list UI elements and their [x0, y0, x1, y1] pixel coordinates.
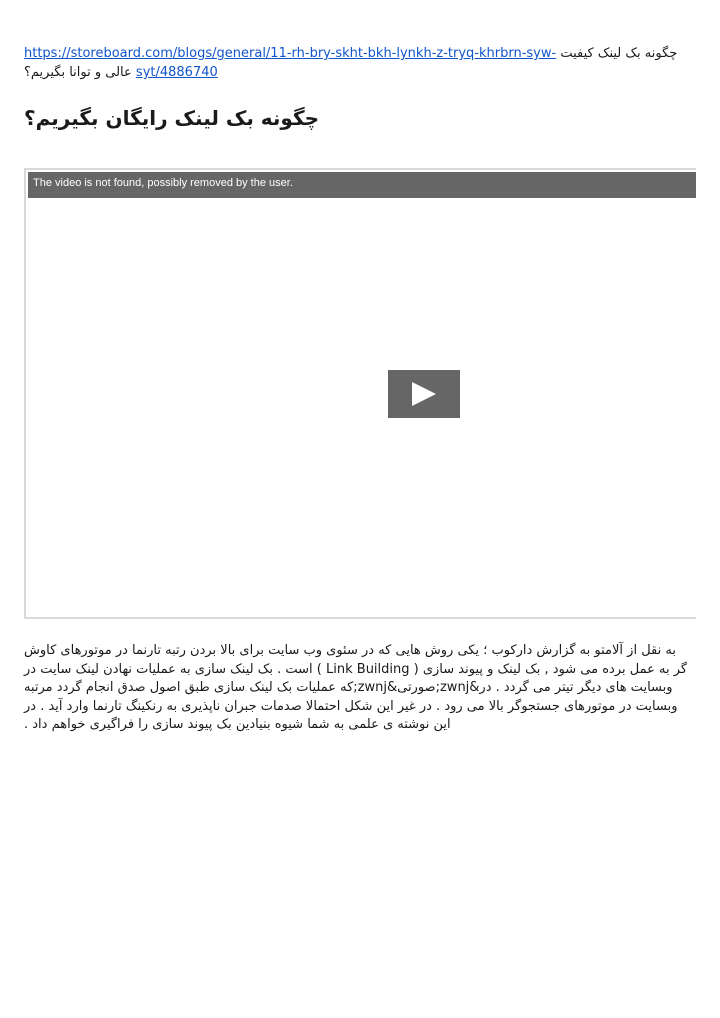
video-error-bar	[28, 172, 696, 198]
page-title: چگونه بک لینک رایگان بگیریم؟	[24, 106, 320, 130]
article-paragraph: به نقل از آلامتو به گزارش دارکوب ؛ یکی روش هایی که در سئوی وب سایت برای بالا بردن رتبه تارنما در موتورهای کاوش گر به عمل برده می شود , بک لینک و پیوند سازی ( Link Building ) است . بک لینک سازی به عملیات نهادن لینک سایت در وبسایت های دیگر تیتر می گردد . در&zwnj;صورتی&zwnj;که عملیات بک لینک سازی طبق اصول صدق انجام گردد مرتبه وبسایت در موتورهای جستجوگر بالا می رود . در غیر این شکل احتمالا صدمات جبران ناپذیری به رنکینگ تارنما وارد آید . در این نوشته ی علمی به شما شیوه بنیادین بک پیوند سازی را فراگیری خواهم داد .	[24, 643, 688, 732]
video-error-message: The video is not found, possibly removed by the user.	[33, 177, 293, 189]
video-player[interactable]	[24, 168, 696, 619]
source-link[interactable]: https://storeboard.com/blogs/general/11-rh-bry-skht-bkh-lynkh-z-tryq-khrbrn-syw-syt/4886740	[24, 46, 557, 80]
intro-prefix: چگونه بک لینک کیفیت	[556, 46, 678, 61]
intro-line	[24, 44, 684, 82]
play-button[interactable]	[388, 370, 460, 418]
intro-suffix: عالی و توانا بگیریم؟	[24, 65, 136, 80]
play-icon	[412, 382, 436, 406]
